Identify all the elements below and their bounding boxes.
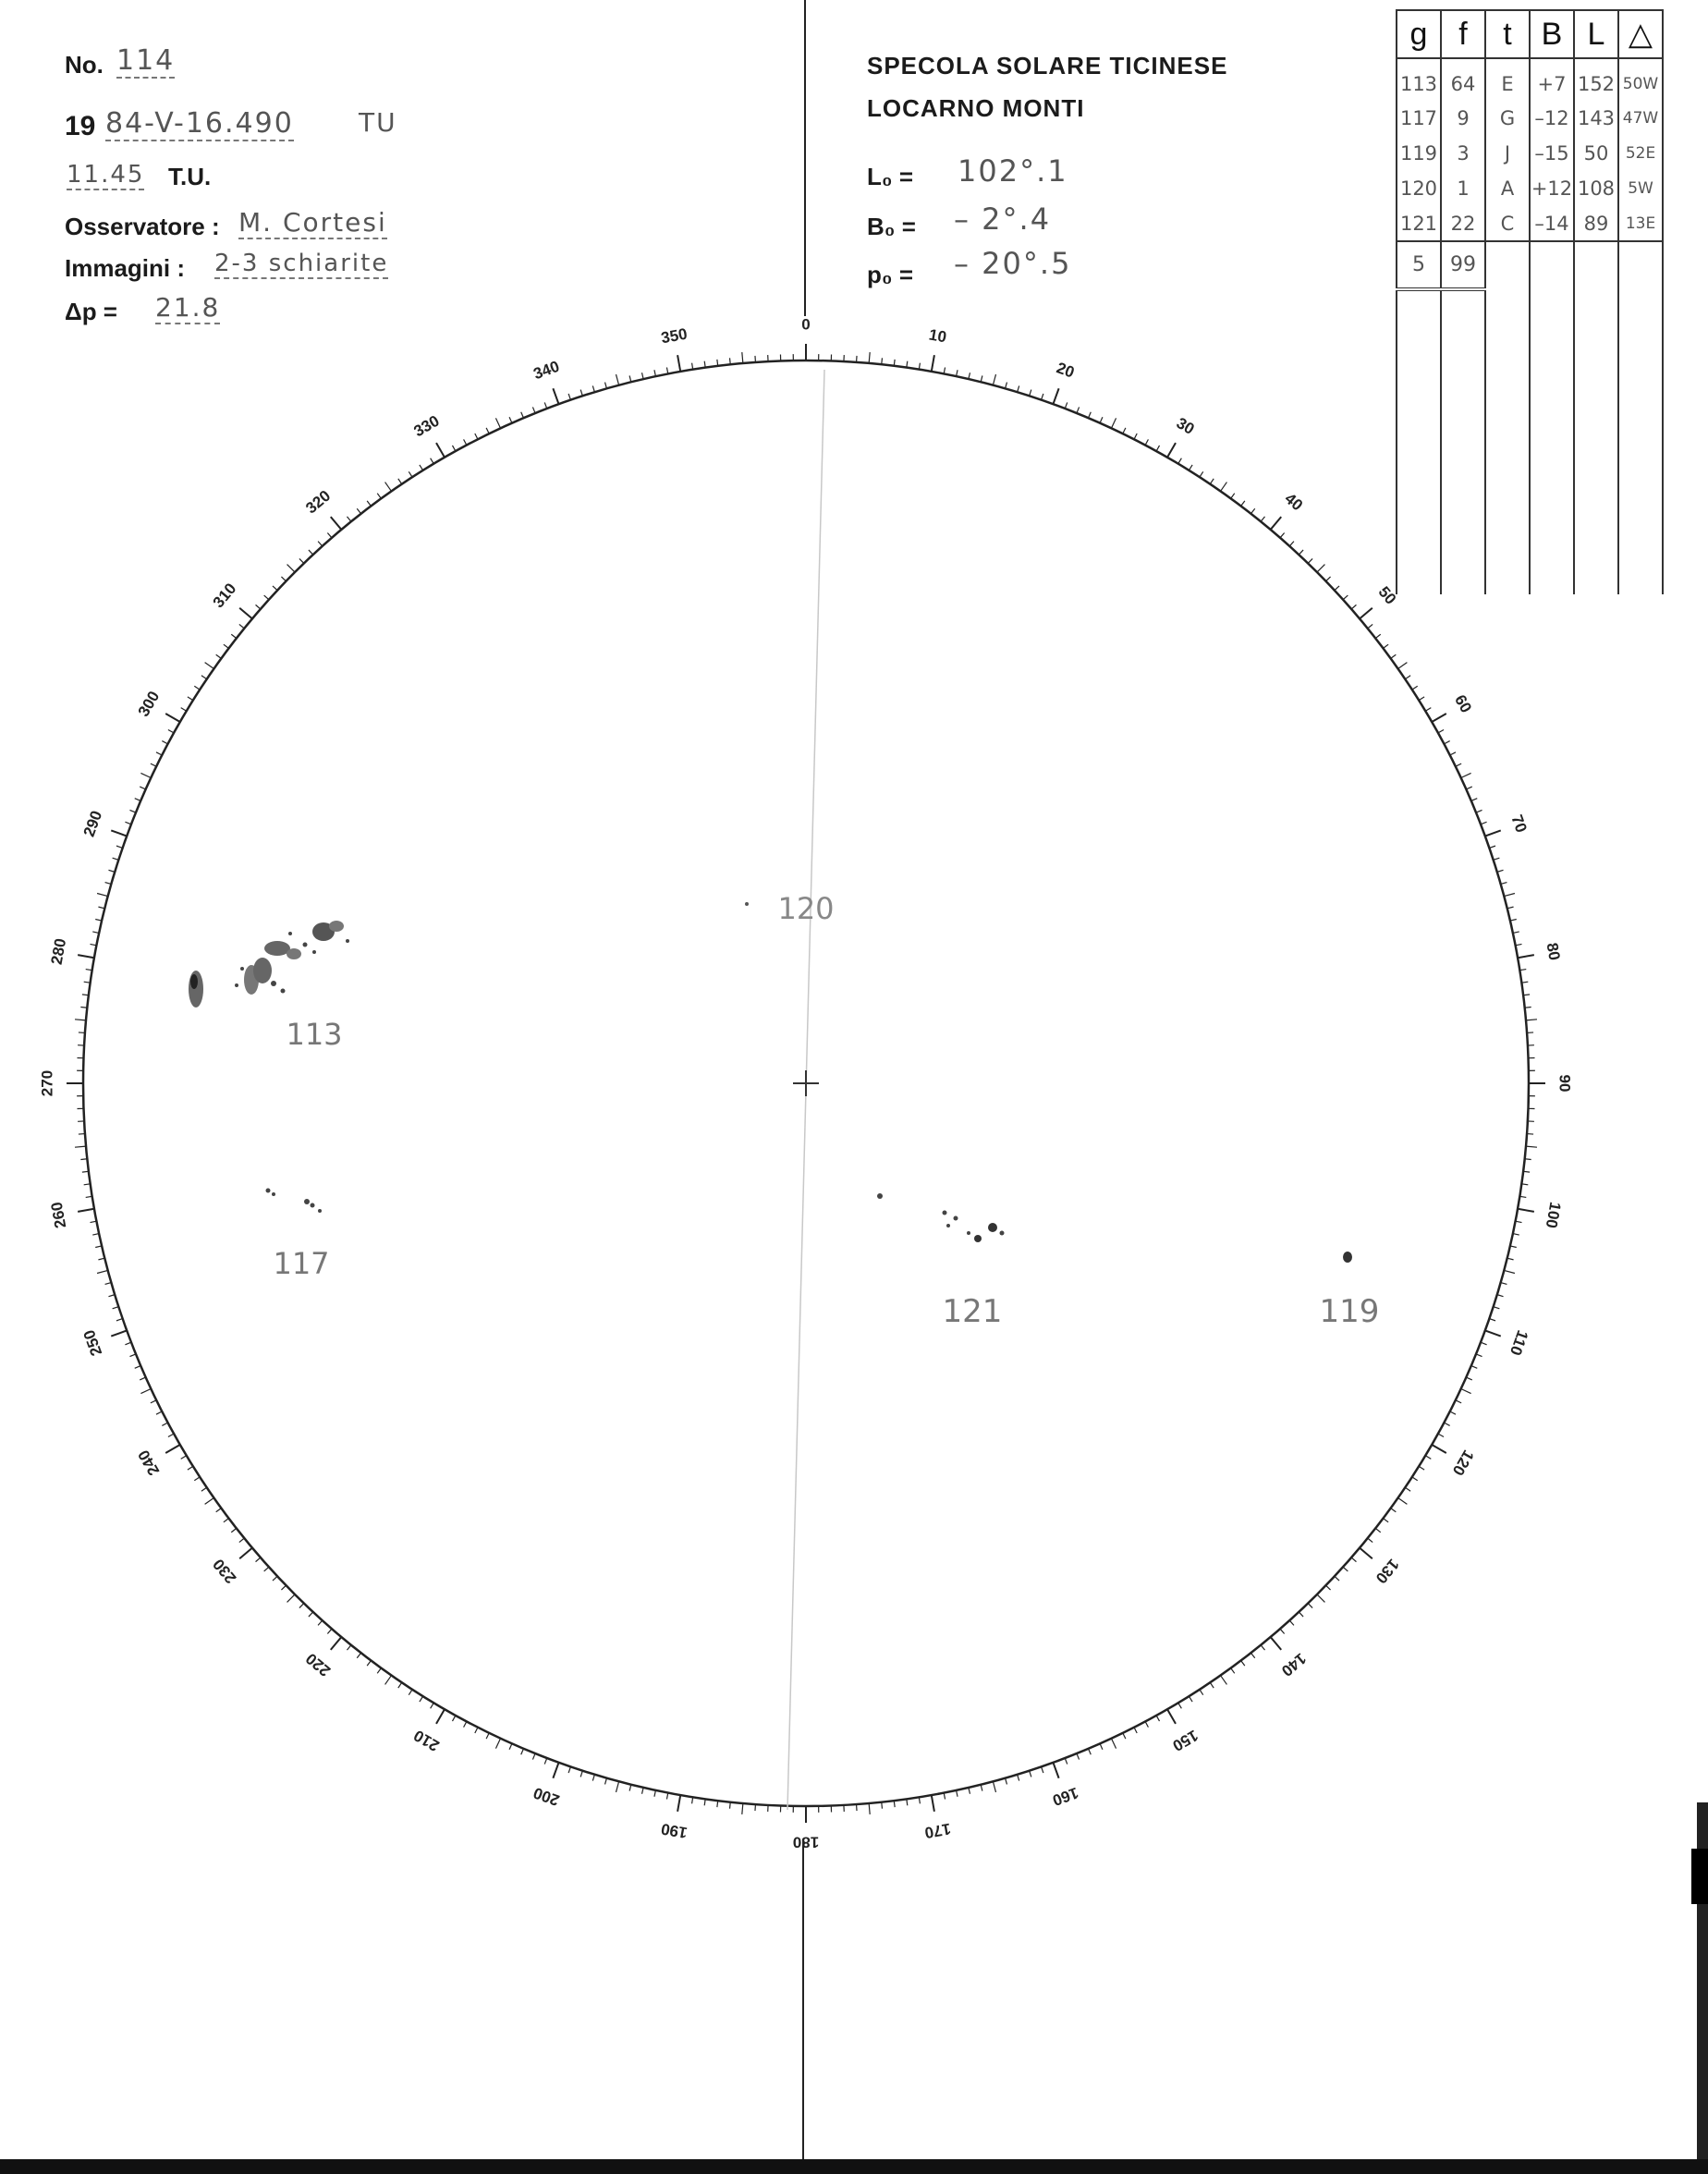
protractor-tick <box>1111 418 1116 428</box>
table-cell: 3 <box>1441 136 1485 171</box>
col-header-g: g <box>1397 10 1441 58</box>
protractor-tick <box>1504 893 1515 896</box>
P0-label: p₀ = <box>867 261 914 288</box>
protractor-tick <box>1053 388 1058 404</box>
sunspot <box>266 1189 271 1193</box>
protractor-label: 150 <box>1169 1726 1202 1755</box>
table-cell: 47W <box>1618 101 1663 136</box>
L0-label: L₀ = <box>867 163 914 190</box>
table-cell: 121 <box>1397 206 1441 241</box>
date-suffix: TU <box>359 107 397 138</box>
col-header-L: L <box>1574 10 1618 58</box>
table-cell: J <box>1485 136 1530 171</box>
protractor-tick <box>553 388 558 404</box>
table-cell: 1 <box>1441 171 1485 206</box>
protractor-tick <box>616 1781 618 1792</box>
group-label-121: 121 <box>942 1293 1003 1330</box>
protractor-label: 40 <box>1281 489 1307 515</box>
protractor-label: 60 <box>1451 691 1475 716</box>
protractor-label: 210 <box>410 1726 443 1755</box>
scan-border-bottom <box>0 2159 1708 2174</box>
protractor-tick <box>932 355 934 372</box>
protractor-tick <box>1432 1445 1446 1453</box>
protractor-tick <box>78 955 94 958</box>
table-cell: C <box>1485 206 1530 241</box>
B0-label: B₀ = <box>867 213 916 240</box>
protractor-tick <box>165 714 180 722</box>
protractor-tick <box>495 418 500 428</box>
protractor-label: 30 <box>1173 414 1198 438</box>
protractor-label: 50 <box>1374 582 1400 608</box>
sunspot <box>946 1224 950 1227</box>
protractor-tick <box>553 1763 558 1778</box>
sunspot <box>272 1192 275 1196</box>
table-cell: 108 <box>1574 171 1618 206</box>
protractor-tick <box>677 1795 680 1812</box>
table-cell: +12 <box>1530 171 1574 206</box>
protractor-tick <box>1526 1146 1537 1147</box>
protractor-tick <box>111 830 127 836</box>
sunspot <box>329 921 344 932</box>
sunspot <box>264 941 290 956</box>
sunspot <box>235 983 238 987</box>
table-cell: –14 <box>1530 206 1574 241</box>
sunspot <box>877 1193 883 1199</box>
protractor-label: 250 <box>79 1327 106 1359</box>
number-label: No. <box>65 51 104 79</box>
sunspot <box>346 939 349 943</box>
images-value: 2-3 schiarite <box>214 250 389 277</box>
protractor-tick <box>742 1803 743 1814</box>
sunspot <box>943 1211 947 1215</box>
protractor-tick <box>1485 830 1501 836</box>
protractor-label: 160 <box>1050 1783 1081 1810</box>
protractor-label: 350 <box>659 324 689 348</box>
protractor-label: 120 <box>1448 1447 1478 1479</box>
table-cell: 50 <box>1574 136 1618 171</box>
protractor-tick <box>1360 608 1372 619</box>
sunspot <box>311 1203 315 1208</box>
table-cell: 152 <box>1574 58 1618 101</box>
protractor-tick <box>385 482 392 492</box>
protractor-tick <box>239 1548 252 1559</box>
protractor-tick <box>1461 1388 1471 1393</box>
sunspot <box>988 1223 997 1232</box>
protractor-tick <box>385 1676 392 1685</box>
protractor-tick <box>1398 1498 1408 1505</box>
sunspot <box>281 989 286 994</box>
protractor-tick <box>1398 663 1408 669</box>
sunspot-group-113 <box>189 921 349 1008</box>
sunspot-group-117 <box>266 1189 323 1214</box>
protractor-tick <box>1360 1548 1372 1559</box>
protractor-label: 10 <box>927 325 948 347</box>
protractor-tick <box>331 1637 342 1650</box>
table-cell: 52E <box>1618 136 1663 171</box>
time-value: 11.45 <box>67 161 145 189</box>
delta-p-label: Δp = <box>65 298 117 325</box>
sunspot <box>312 950 316 954</box>
sunspot <box>967 1231 970 1235</box>
protractor-tick <box>1317 1594 1324 1602</box>
protractor-tick <box>869 1803 870 1814</box>
table-cell: E <box>1485 58 1530 101</box>
protractor-tick <box>140 773 151 777</box>
table-cell: G <box>1485 101 1530 136</box>
table-cell: 143 <box>1574 101 1618 136</box>
protractor-tick <box>165 1445 180 1453</box>
number-value: 114 <box>116 44 176 77</box>
group-label-119: 119 <box>1319 1293 1380 1330</box>
protractor-label: 220 <box>302 1649 335 1680</box>
protractor-label: 240 <box>134 1447 164 1479</box>
sunspot <box>954 1216 958 1221</box>
table-cell: 50W <box>1618 58 1663 101</box>
sunspot <box>190 974 198 989</box>
protractor-tick <box>1271 1637 1282 1650</box>
protractor-label: 200 <box>531 1783 562 1810</box>
protractor-label: 140 <box>1277 1649 1310 1680</box>
time-label: T.U. <box>168 163 212 190</box>
protractor-tick <box>436 443 445 458</box>
protractor-label: 0 <box>801 315 811 334</box>
protractor-tick <box>239 608 252 619</box>
protractor-label: 130 <box>1372 1555 1403 1587</box>
protractor-tick <box>1053 1763 1058 1778</box>
sunspot <box>1000 1231 1005 1236</box>
protractor-tick <box>1167 1709 1176 1724</box>
sunspot <box>318 1209 322 1213</box>
sunspot <box>303 943 308 947</box>
protractor-label: 340 <box>531 357 562 384</box>
sunspot <box>240 967 244 971</box>
sunspot <box>253 958 272 983</box>
sunspot <box>304 1199 310 1204</box>
sunspot <box>271 981 276 986</box>
sunspot <box>974 1235 982 1242</box>
table-cell: 113 <box>1397 58 1441 101</box>
protractor-tick <box>677 355 680 372</box>
protractor-tick <box>97 893 108 896</box>
protractor-label: 70 <box>1507 812 1531 836</box>
observer-value: M. Cortesi <box>238 207 387 238</box>
protractor-label: 100 <box>1542 1200 1565 1230</box>
protractor-label: 20 <box>1054 359 1077 382</box>
protractor-tick <box>287 565 295 572</box>
protractor-tick <box>1432 714 1446 722</box>
total-groups: 5 <box>1397 241 1441 289</box>
sunspot-group-121 <box>877 1193 1005 1242</box>
col-header-B: B <box>1530 10 1574 58</box>
L0-value: 102°.1 <box>958 153 1068 189</box>
protractor-label: 110 <box>1506 1327 1532 1358</box>
sunspot <box>288 932 292 935</box>
B0-value: – 2°.4 <box>954 202 1052 237</box>
protractor-tick <box>75 1146 86 1147</box>
protractor-tick <box>495 1739 500 1749</box>
protractor-tick <box>436 1709 445 1724</box>
table-cell: 64 <box>1441 58 1485 101</box>
table-cell: –12 <box>1530 101 1574 136</box>
protractor-label: 300 <box>134 688 164 720</box>
protractor-label: 280 <box>47 936 70 967</box>
protractor-tick <box>1221 1676 1227 1685</box>
protractor-tick <box>287 1594 295 1602</box>
table-cell: 9 <box>1441 101 1485 136</box>
protractor-tick <box>742 352 743 363</box>
group-label-120: 120 <box>777 891 835 926</box>
table-cell: 5W <box>1618 171 1663 206</box>
protractor-label: 80 <box>1543 941 1564 962</box>
observatory-name: SPECOLA SOLARE TICINESE <box>867 52 1228 79</box>
protractor-tick <box>205 1498 214 1505</box>
protractor-label: 230 <box>209 1555 240 1587</box>
protractor-tick <box>205 663 214 669</box>
scan-border-right-mark <box>1691 1849 1708 1904</box>
protractor-tick <box>993 1781 995 1792</box>
col-header-delta: △ <box>1618 10 1663 58</box>
protractor-tick <box>1485 1330 1501 1336</box>
observer-label: Osservatore : <box>65 213 220 240</box>
table-cell: 13E <box>1618 206 1663 241</box>
protractor-tick <box>932 1795 934 1812</box>
protractor-label: 190 <box>659 1819 689 1842</box>
protractor-tick <box>111 1330 127 1336</box>
total-spots: 99 <box>1441 241 1485 289</box>
sunspot-group-120 <box>745 902 749 906</box>
sunspot <box>1343 1252 1352 1263</box>
protractor-tick <box>1461 773 1471 777</box>
protractor-tick <box>97 1270 108 1273</box>
protractor-label: 170 <box>922 1819 953 1842</box>
observatory-location: LOCARNO MONTI <box>867 94 1085 122</box>
delta-p-value: 21.8 <box>155 292 221 323</box>
group-label-113: 113 <box>286 1017 343 1052</box>
protractor-label: 310 <box>209 580 240 612</box>
protractor-label: 90 <box>1556 1074 1574 1093</box>
protractor-tick <box>1271 517 1282 530</box>
protractor-label: 180 <box>792 1833 820 1851</box>
table-cell: 120 <box>1397 171 1441 206</box>
P0-value: – 20°.5 <box>954 246 1072 281</box>
protractor-label: 290 <box>79 808 106 839</box>
protractor-tick <box>1167 443 1176 458</box>
sunspot <box>745 902 749 906</box>
table-cell: 117 <box>1397 101 1441 136</box>
date-value: 84-V-16.490 <box>105 107 294 140</box>
protractor-tick <box>869 352 870 363</box>
protractor-tick <box>1221 482 1227 492</box>
sunspot-group-119 <box>1343 1252 1352 1263</box>
protractor-label: 260 <box>47 1200 70 1230</box>
protractor-tick <box>78 1209 94 1212</box>
protractor-tick <box>1317 565 1324 572</box>
images-label: Immagini : <box>65 254 186 282</box>
protractor-tick <box>1518 1209 1534 1212</box>
table-cell: +7 <box>1530 58 1574 101</box>
col-header-t: t <box>1485 10 1530 58</box>
protractor-tick <box>616 374 618 385</box>
protractor-label: 330 <box>410 411 443 441</box>
table-cell: 119 <box>1397 136 1441 171</box>
table-cell: –15 <box>1530 136 1574 171</box>
protractor-tick <box>1504 1270 1515 1273</box>
table-cell: A <box>1485 171 1530 206</box>
protractor-label: 320 <box>302 486 335 518</box>
group-label-117: 117 <box>273 1246 330 1281</box>
protractor-tick <box>140 1388 151 1393</box>
protractor-tick <box>1518 955 1534 958</box>
protractor-tick <box>331 517 342 530</box>
table-cell: 22 <box>1441 206 1485 241</box>
sunspot <box>287 948 301 959</box>
table-cell: 89 <box>1574 206 1618 241</box>
col-header-f: f <box>1441 10 1485 58</box>
protractor-tick <box>993 374 995 385</box>
date-prefix: 19 <box>65 111 96 141</box>
protractor-label: 270 <box>38 1069 56 1097</box>
protractor-tick <box>1111 1739 1116 1749</box>
